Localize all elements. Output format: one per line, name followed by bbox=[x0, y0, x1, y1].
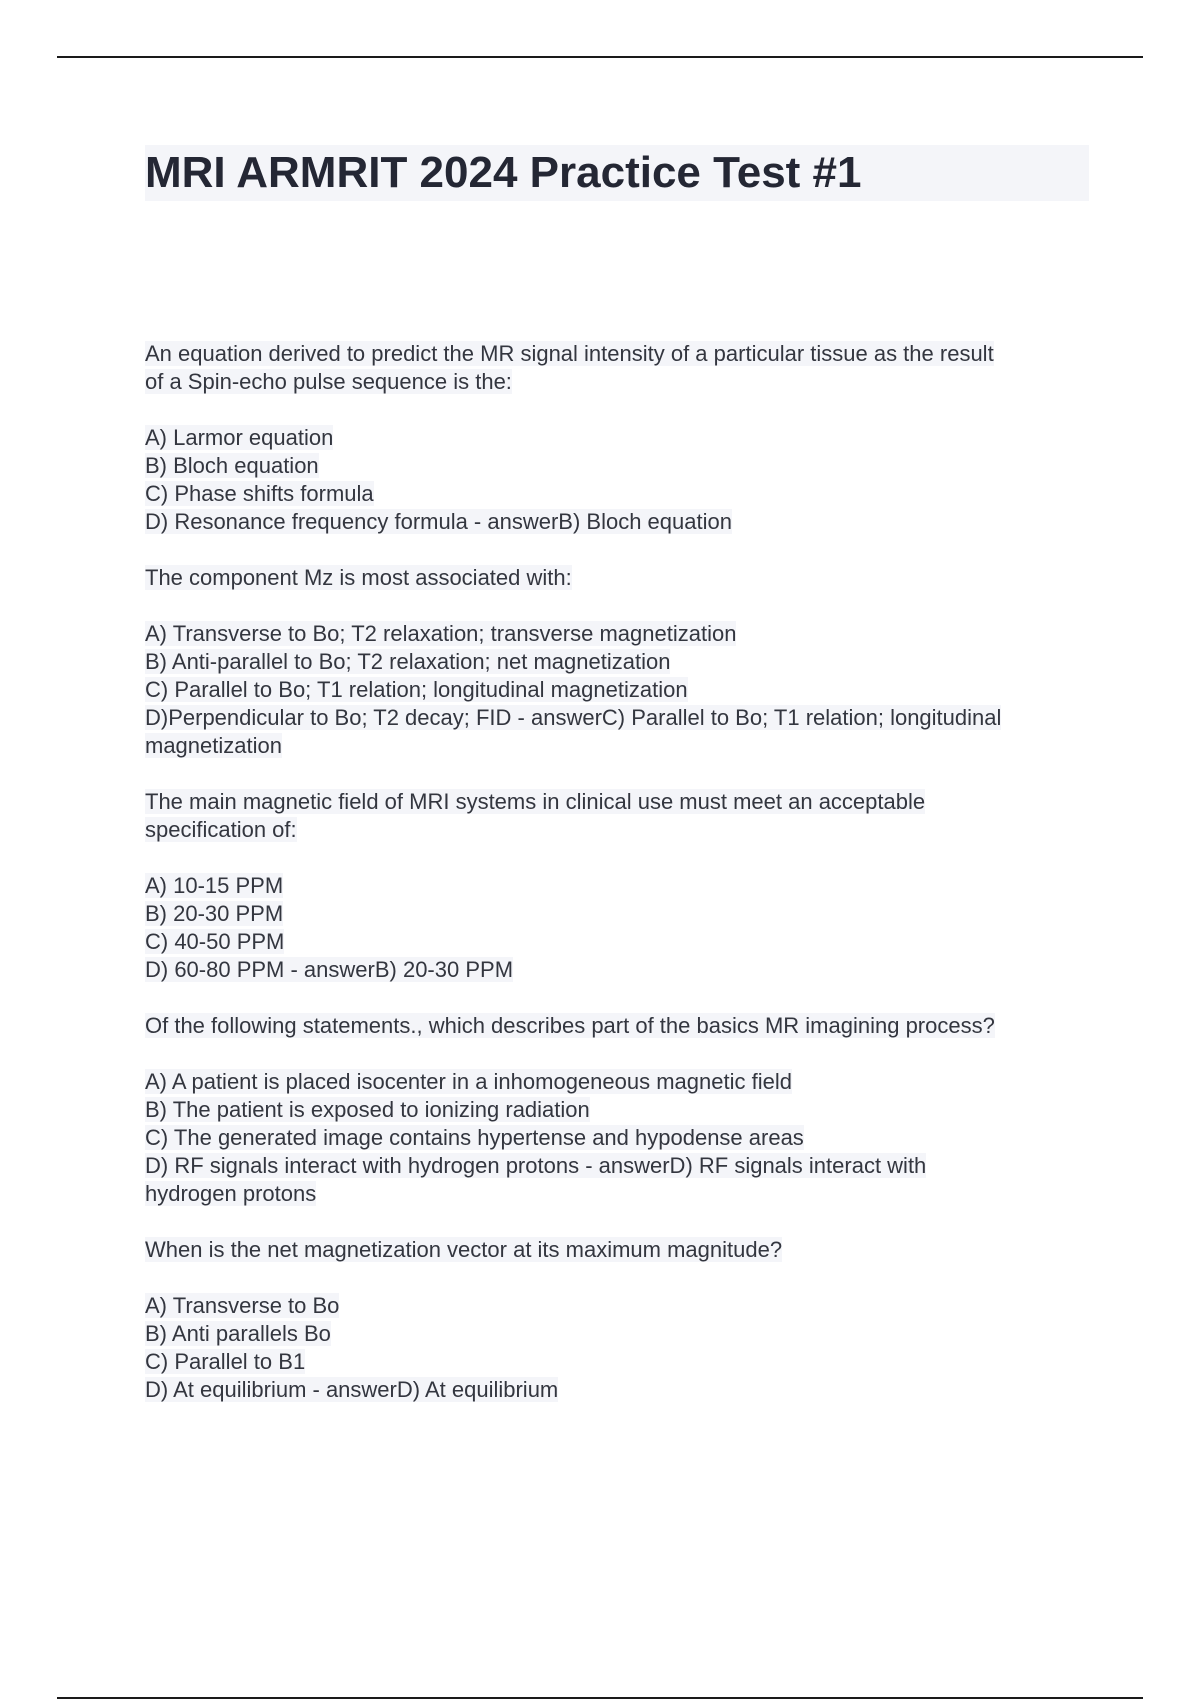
answer-option: A) Transverse to Bo bbox=[145, 1293, 340, 1318]
answer-option-with-answer: D)Perpendicular to Bo; T2 decay; FID - answerC) Parallel to Bo; T1 relation; longitudinal bbox=[145, 705, 1002, 730]
answer-option: B) Anti parallels Bo bbox=[145, 1321, 331, 1346]
question-2 bbox=[145, 564, 1089, 760]
answer-option-with-answer: D) 60-80 PPM - answerB) 20-30 PPM bbox=[145, 957, 514, 982]
answer-option: C) The generated image contains hypertense and hypodense areas bbox=[145, 1125, 804, 1150]
answer-option: B) The patient is exposed to ionizing radiation bbox=[145, 1097, 590, 1122]
question-stem-line: The main magnetic field of MRI systems in clinical use must meet an acceptable bbox=[145, 789, 926, 814]
question-stem-line: When is the net magnetization vector at its maximum magnitude? bbox=[145, 1237, 783, 1262]
page-title: MRI ARMRIT 2024 Practice Test #1 bbox=[145, 145, 1089, 201]
answer-option: C) Parallel to B1 bbox=[145, 1349, 306, 1374]
document-body bbox=[145, 145, 1089, 1432]
answer-option: B) Anti-parallel to Bo; T2 relaxation; net magnetization bbox=[145, 649, 671, 674]
answer-option-with-answer: D) Resonance frequency formula - answerB) Bloch equation bbox=[145, 509, 732, 534]
bottom-rule bbox=[57, 1697, 1143, 1699]
answer-option: A) 10-15 PPM bbox=[145, 873, 284, 898]
answer-option-with-answer: D) RF signals interact with hydrogen protons - answerD) RF signals interact with bbox=[145, 1153, 927, 1178]
top-rule bbox=[57, 56, 1143, 58]
question-stem-line: of a Spin-echo pulse sequence is the: bbox=[145, 369, 512, 394]
question-list bbox=[145, 340, 1089, 1404]
answer-option: C) Parallel to Bo; T1 relation; longitudinal magnetization bbox=[145, 677, 688, 702]
answer-option-continuation: magnetization bbox=[145, 733, 282, 758]
answer-option: C) 40-50 PPM bbox=[145, 929, 285, 954]
answer-option: A) Larmor equation bbox=[145, 425, 334, 450]
answer-option: A) Transverse to Bo; T2 relaxation; transverse magnetization bbox=[145, 621, 737, 646]
answer-option: C) Phase shifts formula bbox=[145, 481, 374, 506]
answer-option-continuation: hydrogen protons bbox=[145, 1181, 317, 1206]
question-stem-line: Of the following statements., which describes part of the basics MR imagining process? bbox=[145, 1013, 995, 1038]
question-1 bbox=[145, 340, 1089, 536]
answer-option: A) A patient is placed isocenter in a inhomogeneous magnetic field bbox=[145, 1069, 792, 1094]
question-stem-line: An equation derived to predict the MR signal intensity of a particular tissue as the result bbox=[145, 341, 994, 366]
question-5 bbox=[145, 1236, 1089, 1404]
question-3 bbox=[145, 788, 1089, 984]
question-stem-line: specification of: bbox=[145, 817, 297, 842]
question-stem-line: The component Mz is most associated with: bbox=[145, 565, 572, 590]
answer-option-with-answer: D) At equilibrium - answerD) At equilibrium bbox=[145, 1377, 559, 1402]
question-4 bbox=[145, 1012, 1089, 1208]
answer-option: B) 20-30 PPM bbox=[145, 901, 284, 926]
answer-option: B) Bloch equation bbox=[145, 453, 319, 478]
